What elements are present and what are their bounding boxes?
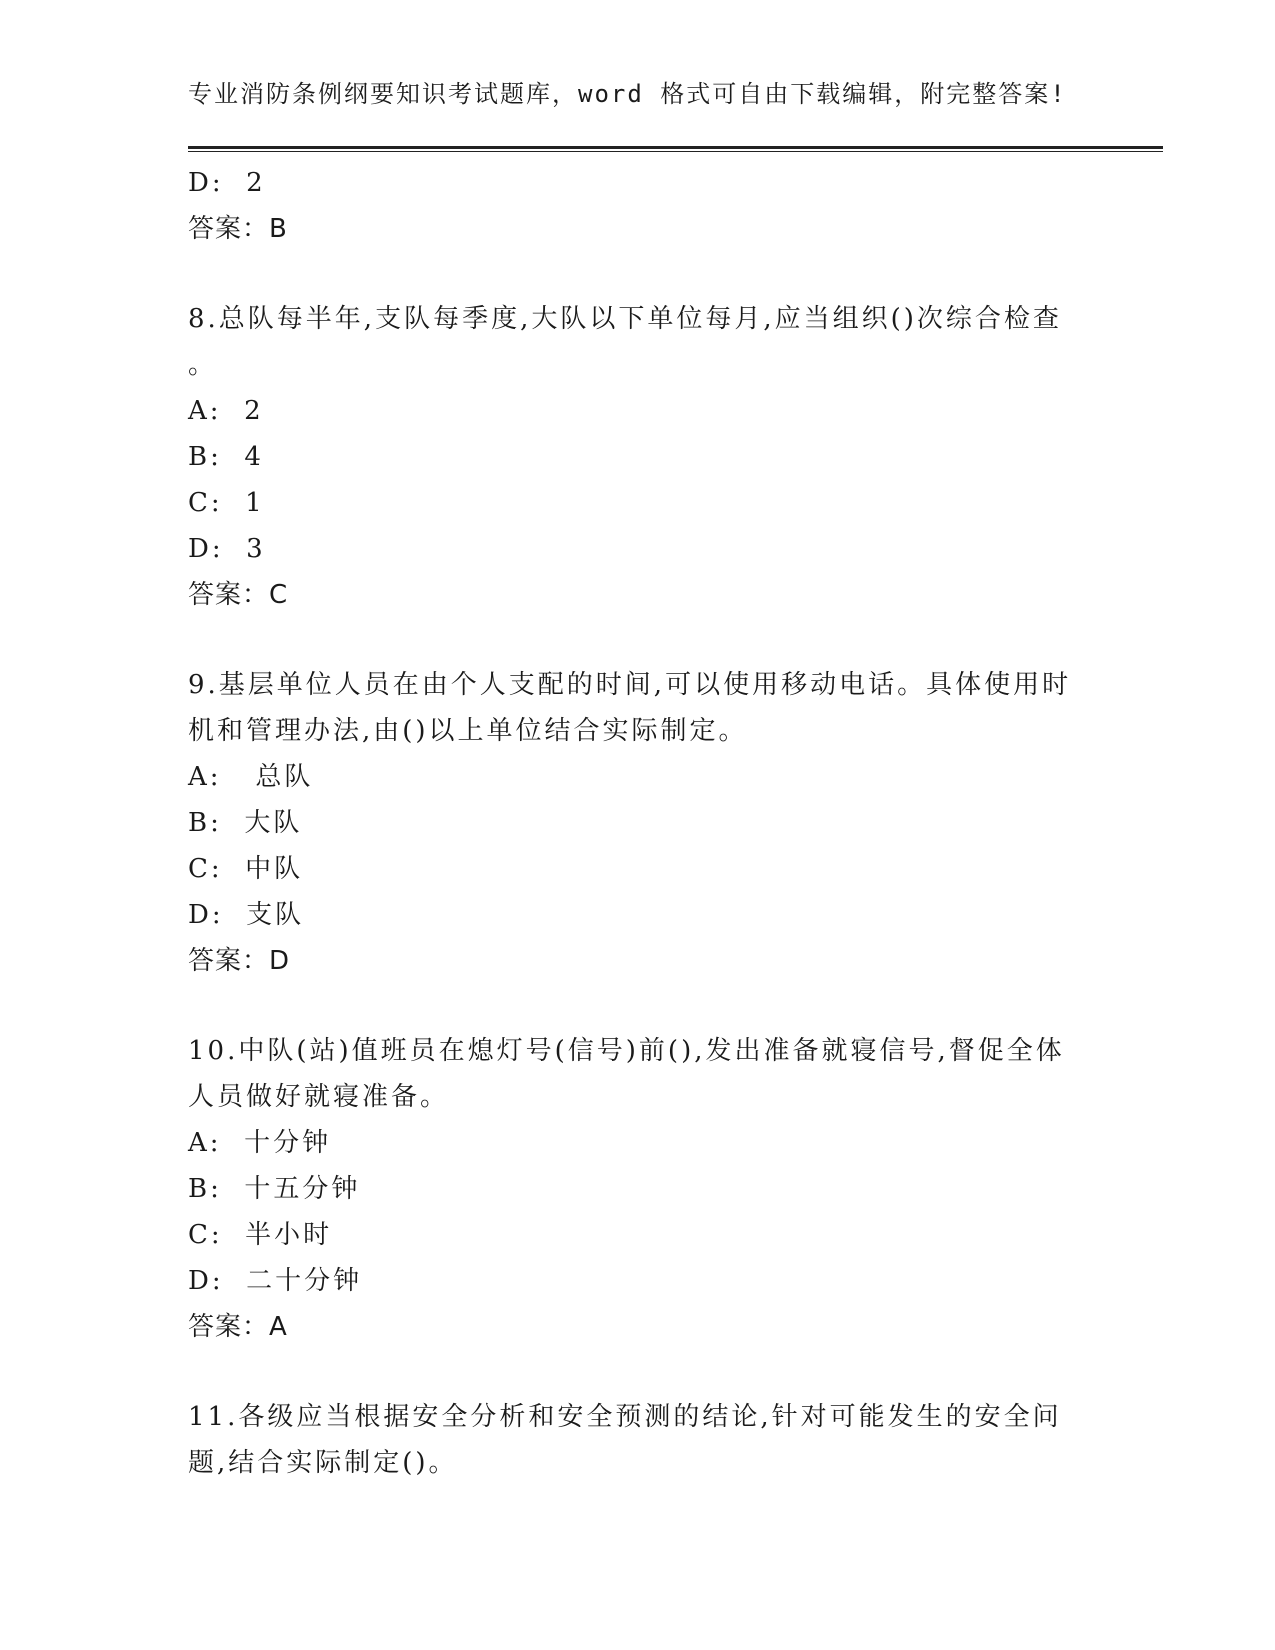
question-10-option-b: B: 十五分钟 — [188, 1174, 361, 1204]
header-rule-thin — [188, 151, 1163, 152]
question-9-option-a: A: 总队 — [188, 762, 314, 792]
question-8-option-a: A: 2 — [188, 396, 264, 426]
question-10-option-d: D: 二十分钟 — [188, 1266, 363, 1296]
question-8-answer: 答案：C — [188, 580, 289, 610]
question-8-option-c: C: 1 — [188, 488, 265, 518]
question-8-line-2: 。 — [188, 350, 218, 380]
prev-option-d: D: 2 — [188, 168, 266, 198]
document-body — [188, 160, 1088, 1486]
question-11-line-2: 题,结合实际制定()。 — [188, 1448, 458, 1478]
question-9-option-d: D: 支队 — [188, 900, 305, 930]
question-10-answer: 答案：A — [188, 1312, 288, 1342]
question-9-option-b: B: 大队 — [188, 808, 303, 838]
question-8-option-b: B: 4 — [188, 442, 264, 472]
question-10 — [188, 1028, 1088, 1350]
question-10-option-a: A: 十分钟 — [188, 1128, 332, 1158]
question-9-option-c: C: 中队 — [188, 854, 304, 884]
question-9-answer: 答案：D — [188, 946, 291, 976]
prev-answer: 答案：B — [188, 214, 288, 244]
question-11-line-1: 11.各级应当根据安全分析和安全预测的结论,针对可能发生的安全问 — [188, 1402, 1062, 1432]
question-9-line-2: 机和管理办法,由()以上单位结合实际制定。 — [188, 716, 748, 746]
question-9 — [188, 662, 1088, 984]
question-8-line-1: 8.总队每半年,支队每季度,大队以下单位每月,应当组织()次综合检查 — [188, 304, 1062, 334]
question-10-line-2: 人员做好就寝准备。 — [188, 1082, 450, 1112]
question-10-line-1: 10.中队(站)值班员在熄灯号(信号)前(),发出准备就寝信号,督促全体 — [188, 1036, 1065, 1066]
question-9-line-1: 9.基层单位人员在由个人支配的时间,可以使用移动电话。具体使用时 — [188, 670, 1072, 700]
header-rule-thick — [188, 146, 1163, 149]
question-10-option-c: C: 半小时 — [188, 1220, 333, 1250]
question-8 — [188, 296, 1088, 618]
question-11 — [188, 1394, 1088, 1486]
document-header: 专业消防条例纲要知识考试题库，word 格式可自由下载编辑，附完整答案! — [188, 80, 1067, 108]
question-8-option-d: D: 3 — [188, 534, 266, 564]
